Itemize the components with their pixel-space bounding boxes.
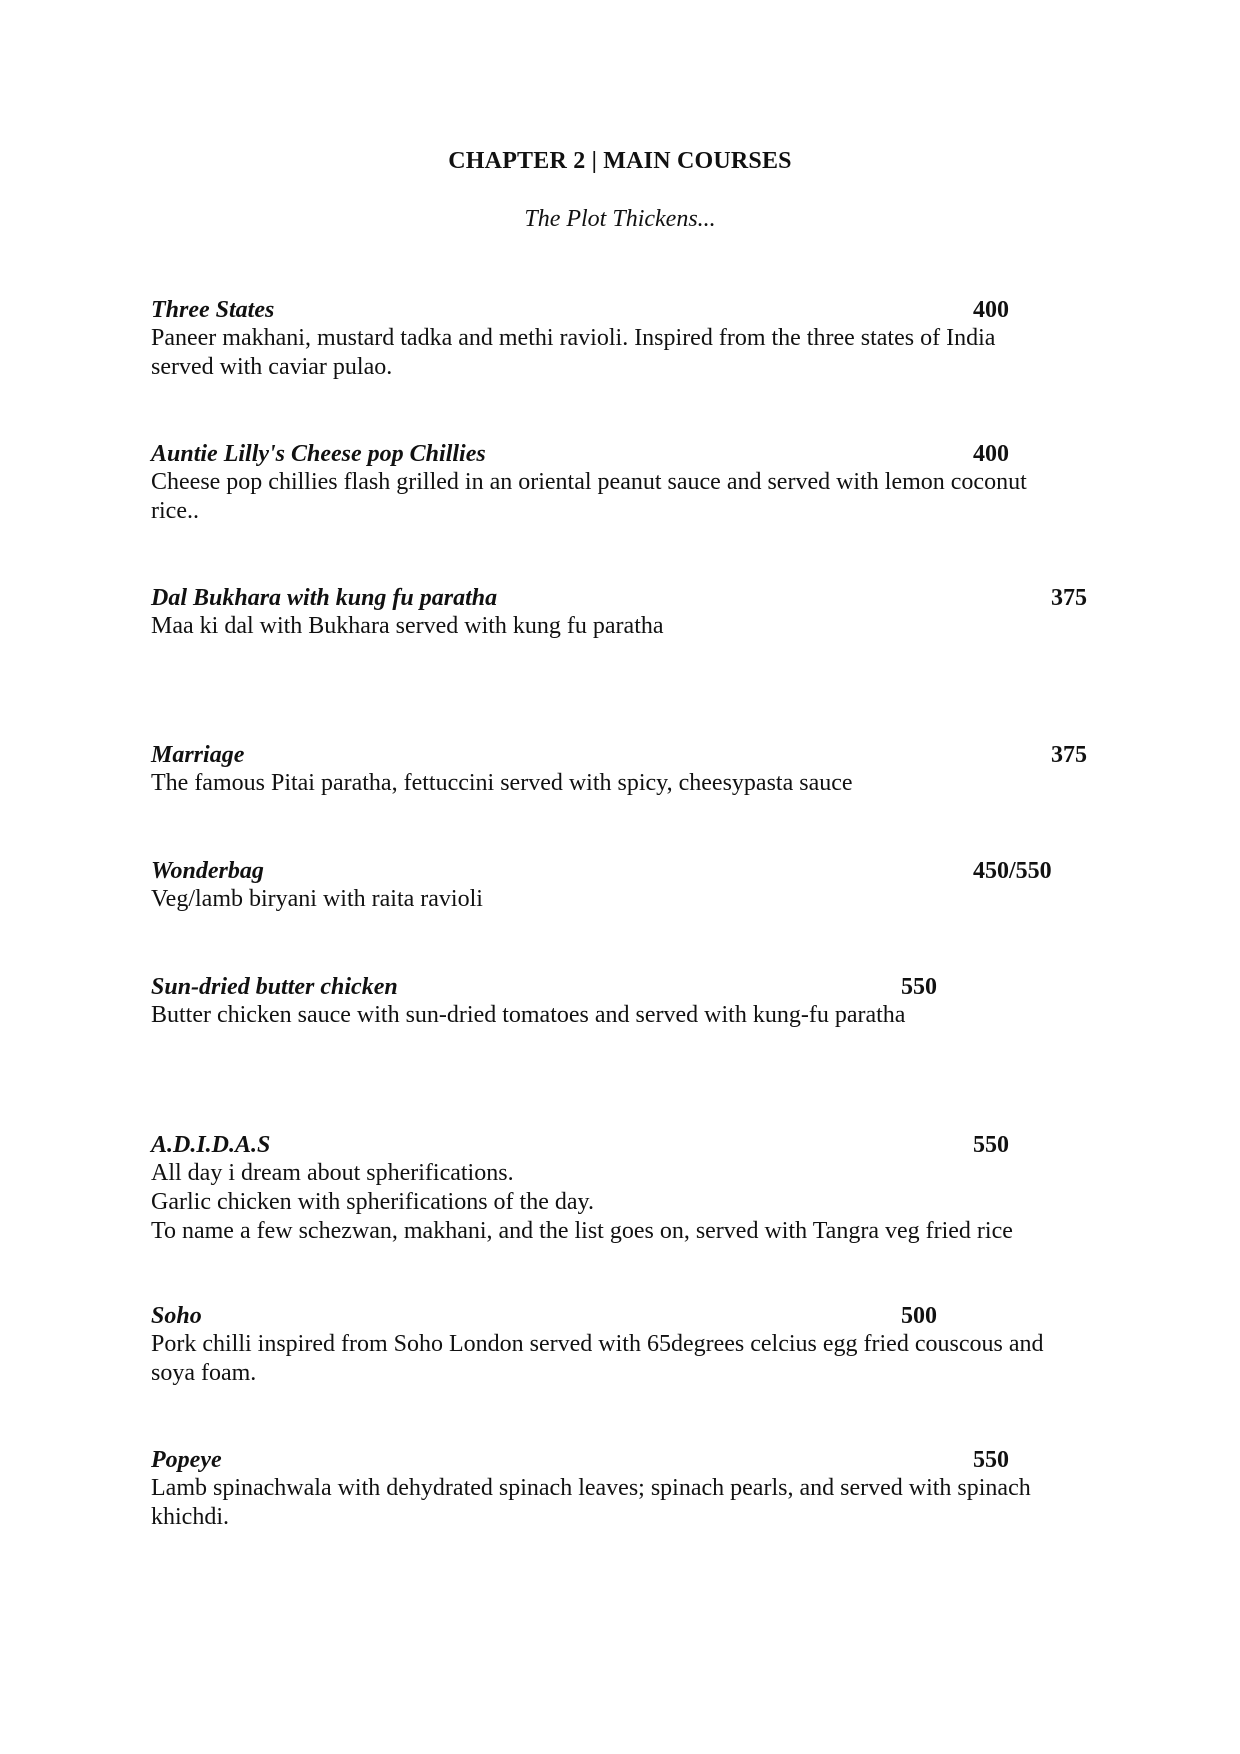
menu-item-name: Three States	[151, 297, 275, 323]
menu-item-name: Auntie Lilly's Cheese pop Chillies	[151, 441, 486, 467]
menu-item-price: 375	[1051, 585, 1087, 611]
description-line: soya foam.	[151, 1360, 257, 1386]
description-line: The famous Pitai paratha, fettuccini served with spicy, cheesypasta sauce	[151, 770, 853, 796]
menu-item-description	[151, 612, 1111, 641]
description-line: Pork chilli inspired from Soho London served with 65degrees celcius egg fried couscous and	[151, 1331, 1044, 1357]
menu-item-price: 550	[973, 1447, 1009, 1473]
menu-item-description	[151, 324, 1111, 382]
menu-item-name: Sun-dried butter chicken	[151, 974, 398, 1000]
menu-item-price: 500	[901, 1303, 937, 1329]
description-line: Maa ki dal with Bukhara served with kung fu paratha	[151, 613, 664, 639]
description-line: Veg/lamb biryani with raita ravioli	[151, 886, 483, 912]
menu-item-name: Dal Bukhara with kung fu paratha	[151, 585, 498, 611]
description-line: Butter chicken sauce with sun-dried tomatoes and served with kung-fu paratha	[151, 1002, 906, 1028]
description-line: To name a few schezwan, makhani, and the list goes on, served with Tangra veg fried rice	[151, 1218, 1013, 1244]
menu-item-description	[151, 1330, 1111, 1388]
description-line: Lamb spinachwala with dehydrated spinach leaves; spinach pearls, and served with spinach	[151, 1475, 1031, 1501]
description-line: Cheese pop chillies flash grilled in an oriental peanut sauce and served with lemon coconut	[151, 469, 1027, 495]
description-line: All day i dream about spherifications.	[151, 1160, 514, 1186]
menu-item-price: 550	[901, 974, 937, 1000]
menu-item-name: Soho	[151, 1303, 202, 1329]
chapter-title: CHAPTER 2 | MAIN COURSES	[448, 148, 792, 174]
menu-item-price: 375	[1051, 742, 1087, 768]
description-line: khichdi.	[151, 1504, 229, 1530]
menu-item-description	[151, 769, 1111, 798]
menu-item-name: Wonderbag	[151, 858, 264, 884]
description-line: Paneer makhani, mustard tadka and methi ravioli. Inspired from the three states of India	[151, 325, 996, 351]
menu-item-description	[151, 885, 1111, 914]
description-line: rice..	[151, 498, 199, 524]
menu-item-price: 400	[973, 297, 1009, 323]
menu-item-description	[151, 468, 1111, 526]
chapter-subtitle: The Plot Thickens...	[524, 206, 716, 232]
menu-item-description	[151, 1159, 1111, 1246]
description-line: served with caviar pulao.	[151, 354, 393, 380]
menu-item-price: 550	[973, 1132, 1009, 1158]
menu-item-description	[151, 1474, 1111, 1532]
menu-item-price: 450/550	[973, 858, 1052, 884]
description-line: Garlic chicken with spherifications of the day.	[151, 1189, 594, 1215]
menu-item-name: Marriage	[151, 742, 245, 768]
menu-item-name: Popeye	[151, 1447, 222, 1473]
menu-item-description	[151, 1001, 1111, 1030]
menu-item-price: 400	[973, 441, 1009, 467]
menu-item-name: A.D.I.D.A.S	[151, 1132, 271, 1158]
